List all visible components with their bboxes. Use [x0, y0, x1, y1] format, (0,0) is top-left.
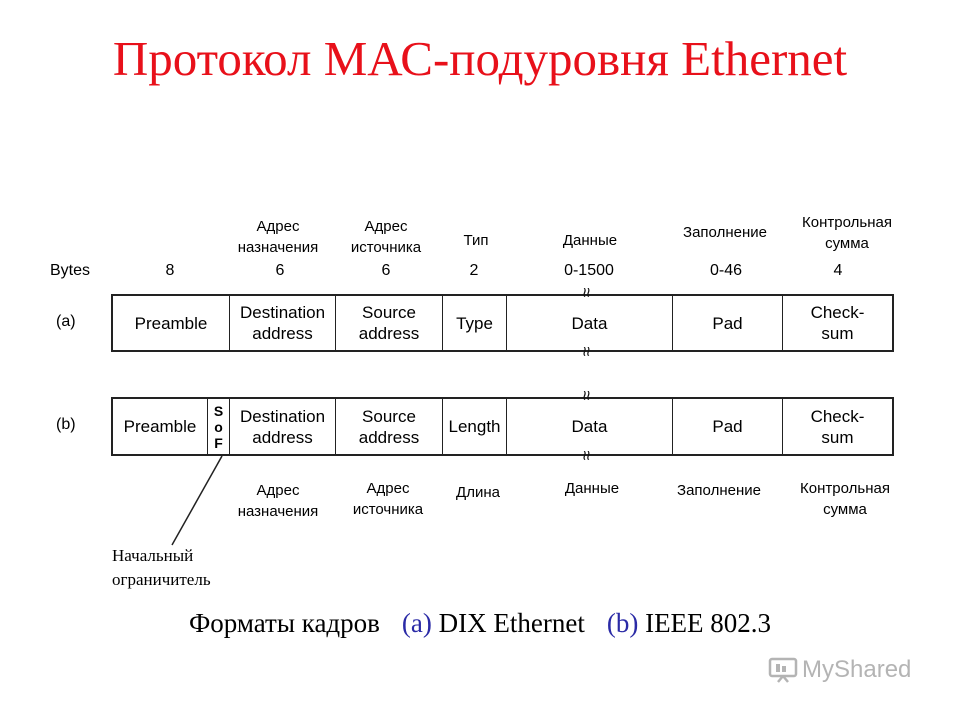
- break-mark-a-top: ≈: [576, 287, 597, 296]
- break-mark-b-top: ≈: [576, 390, 597, 399]
- top-label-type: Тип: [463, 232, 489, 249]
- sof-caption: Начальный ограничитель: [112, 546, 211, 589]
- field-data: Data: [507, 296, 673, 350]
- top-label-source: Адрес источника: [350, 218, 422, 256]
- bytes-value-preamble: 8: [165, 262, 175, 279]
- bytes-value-checksum: 4: [833, 262, 843, 279]
- break-mark-b-bottom: ≈: [576, 450, 597, 459]
- field-length: Length: [443, 399, 507, 454]
- presentation-icon: [768, 657, 798, 683]
- field-pad: Pad: [673, 296, 783, 350]
- field-preamble: Preamble: [113, 296, 230, 350]
- bottom-label-length: Длина: [456, 484, 500, 501]
- top-label-pad: Заполнение: [683, 224, 767, 241]
- bytes-value-data: 0-1500: [564, 262, 614, 279]
- field-source-address: Source address: [336, 399, 443, 454]
- bytes-value-pad: 0-46: [709, 262, 743, 279]
- field-checksum: Check- sum: [810, 406, 865, 447]
- top-label-data: Данные: [562, 232, 618, 249]
- field-type: Type: [443, 296, 507, 350]
- bottom-label-data: Данные: [564, 480, 620, 497]
- field-pad: Pad: [673, 399, 783, 454]
- bottom-label-destination: Адрес назначения: [237, 482, 319, 520]
- bottom-label-source: Адрес источника: [352, 480, 424, 518]
- field-data: Data: [507, 399, 673, 454]
- watermark-logo: MyShared: [768, 656, 911, 684]
- bottom-label-pad: Заполнение: [677, 482, 761, 499]
- bytes-value-type: 2: [469, 262, 479, 279]
- frame-b-label: (b): [56, 416, 76, 433]
- frame-a-label: (a): [56, 313, 76, 330]
- page-title: Протокол МАС-подуровня Ethernet: [112, 31, 848, 86]
- bytes-label: Bytes: [49, 262, 90, 279]
- field-destination-address: Destination address: [230, 296, 336, 350]
- top-label-destination: Адрес назначения: [237, 218, 319, 256]
- bytes-value-source: 6: [381, 262, 391, 279]
- field-destination-address: Destination address: [230, 399, 336, 454]
- bytes-value-destination: 6: [275, 262, 285, 279]
- bottom-label-checksum: Контрольная сумма: [800, 480, 890, 518]
- field-sof: S o F: [208, 399, 230, 454]
- field-checksum: Check- sum: [810, 303, 865, 343]
- break-mark-a-bottom: ≈: [576, 346, 597, 355]
- field-source-address: Source address: [336, 296, 443, 350]
- field-preamble: Preamble: [113, 399, 208, 454]
- top-label-checksum: Контрольная сумма: [802, 214, 892, 252]
- figure-caption: Форматы кадров (a) DIX Ethernet (b) IEEE 802.3: [188, 608, 772, 638]
